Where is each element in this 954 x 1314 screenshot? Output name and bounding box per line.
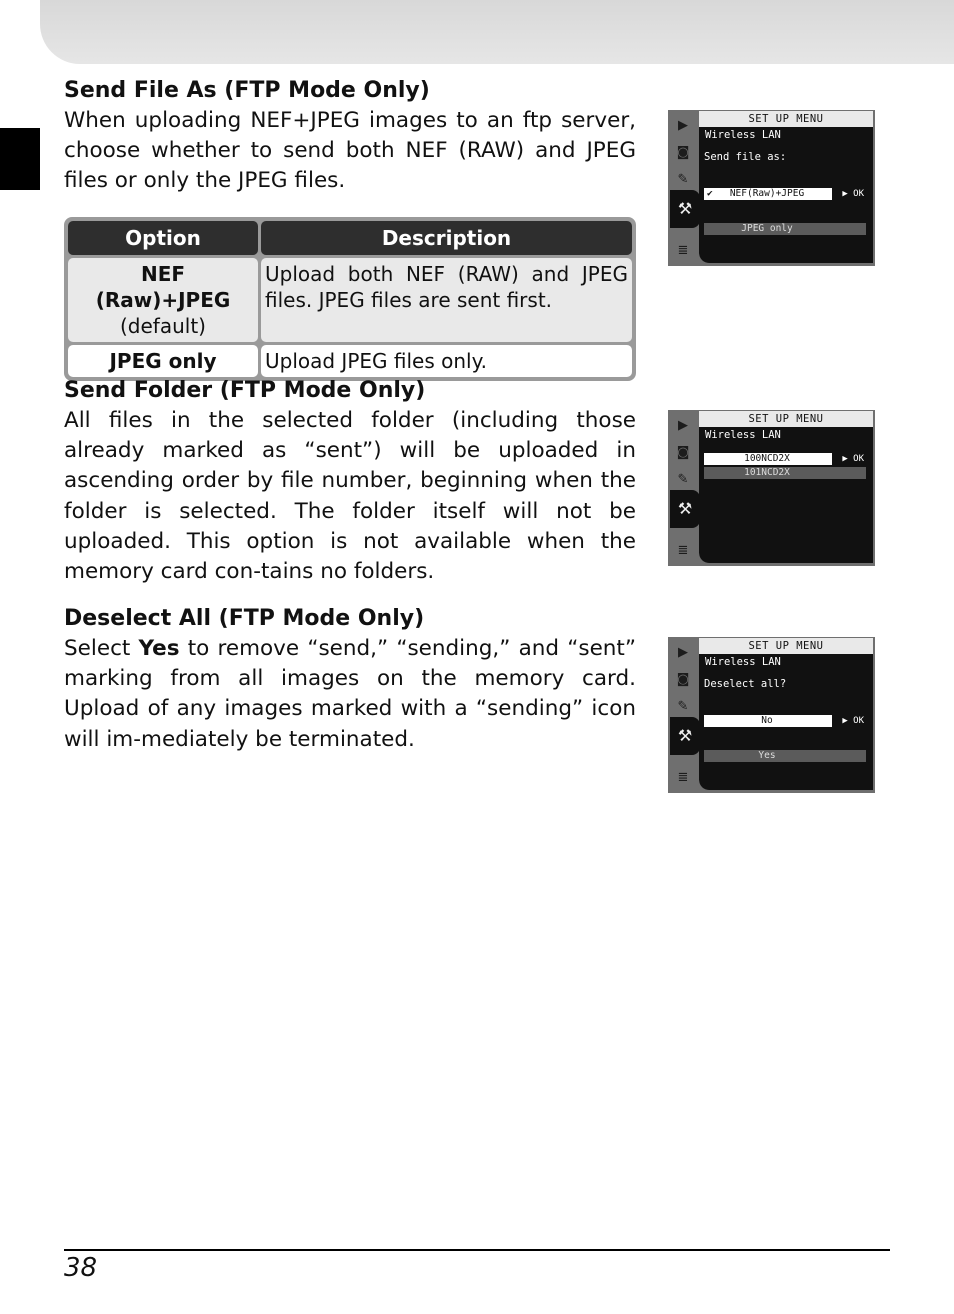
menu-subtitle: Wireless LAN <box>699 127 873 143</box>
menu-body <box>699 670 873 790</box>
table-header-row <box>68 221 632 255</box>
menu-item-selected <box>704 715 866 727</box>
section-send-file-as <box>64 78 636 197</box>
body-bold-option: Yes <box>138 636 180 661</box>
menu-item-label: No <box>761 715 773 726</box>
option-name: NEF (Raw)+JPEG <box>95 262 231 312</box>
option-cell <box>68 258 258 342</box>
camera-menu-screenshot-send-folder <box>668 410 875 566</box>
menu-title: SET UP MENU <box>699 638 873 654</box>
option-name: JPEG only <box>109 349 217 373</box>
description-cell: Upload both NEF (RAW) and JPEG files. JPEG files are sent first. <box>261 258 632 342</box>
footer-rule <box>64 1249 890 1251</box>
section-deselect-all <box>64 606 636 755</box>
menu-item <box>704 750 866 762</box>
option-note: (default) <box>120 314 206 338</box>
option-cell <box>68 345 258 377</box>
section-send-folder <box>64 378 636 587</box>
camera-menu-screenshot-deselect-all <box>668 637 875 793</box>
menu-icon: ≣ <box>677 543 689 558</box>
playback-icon: ▶ <box>678 418 688 433</box>
section-heading: Deselect All (FTP Mode Only) <box>64 606 425 631</box>
camera-menu-screenshot-send-file-as <box>668 110 875 266</box>
menu-item-label: NEF(Raw)+JPEG <box>729 188 805 199</box>
menu-item <box>704 467 866 479</box>
wrench-icon: ⚒ <box>670 190 700 228</box>
menu-body <box>699 143 873 263</box>
ok-indicator: ▶ OK <box>832 453 866 465</box>
menu-subtitle: Wireless LAN <box>699 427 873 443</box>
ok-indicator: ▶ OK <box>832 188 866 200</box>
table-row <box>68 345 632 377</box>
column-header-option: Option <box>68 221 258 255</box>
menu-item-label: 100NCD2X <box>744 453 790 464</box>
body-text: Select <box>64 636 139 661</box>
menu-item-selected <box>704 188 866 200</box>
body-text: to remove “send,” “sending,” and “sent” marking from all images on the memory card. Upload of any images marked with a “sending” icon will im-mediately be terminated. <box>64 636 636 752</box>
section-heading: Send File As (FTP Mode Only) <box>64 78 430 103</box>
menu-sidebar <box>668 410 698 566</box>
menu-title: SET UP MENU <box>699 411 873 427</box>
menu-item <box>704 223 866 235</box>
menu-title: SET UP MENU <box>699 111 873 127</box>
table-row <box>68 258 632 342</box>
camera-icon: ◙ <box>676 145 690 160</box>
description-cell: Upload JPEG files only. <box>261 345 632 377</box>
menu-icon: ≣ <box>677 243 689 258</box>
ok-indicator: ▶ OK <box>832 715 866 727</box>
pencil-icon: ✎ <box>677 472 689 487</box>
pencil-icon: ✎ <box>677 699 689 714</box>
menu-subtitle: Wireless LAN <box>699 654 873 670</box>
lcd-screen <box>699 638 873 790</box>
menu-item-selected <box>704 453 866 465</box>
options-table <box>64 217 636 381</box>
section-body: When uploading NEF+JPEG images to an ftp server, choose whether to send both NEF (RAW) and JPEG files or only the JPEG files. <box>64 108 636 194</box>
menu-item-label: JPEG only <box>741 223 793 234</box>
lcd-screen <box>699 411 873 563</box>
lcd-screen <box>699 111 873 263</box>
chapter-tab-marker <box>0 128 40 190</box>
wrench-icon: ⚒ <box>670 717 700 755</box>
menu-prompt: Send file as: <box>704 151 787 163</box>
camera-icon: ◙ <box>676 445 690 460</box>
pencil-icon: ✎ <box>677 172 689 187</box>
header-band <box>40 0 954 64</box>
section-body <box>64 634 636 755</box>
menu-body <box>699 443 873 563</box>
menu-prompt: Deselect all? <box>704 678 787 690</box>
menu-item-label: 101NCD2X <box>744 467 790 478</box>
playback-icon: ▶ <box>678 118 688 133</box>
page-number: 38 <box>64 1253 98 1283</box>
menu-sidebar <box>668 637 698 793</box>
section-body: All files in the selected folder (including those already marked as “sent”) will be uploaded in ascending order by file number, beginning when the folder is selected. The folder itself will not be uploaded. This option is not available when the memory card con-tains no folders. <box>64 408 636 585</box>
wrench-icon: ⚒ <box>670 490 700 528</box>
menu-item-label: Yes <box>758 750 776 761</box>
menu-icon: ≣ <box>677 770 689 785</box>
section-heading: Send Folder (FTP Mode Only) <box>64 378 426 403</box>
checkmark-icon: ✔ <box>707 188 713 199</box>
playback-icon: ▶ <box>678 645 688 660</box>
menu-sidebar <box>668 110 698 266</box>
column-header-description: Description <box>261 221 632 255</box>
camera-icon: ◙ <box>676 672 690 687</box>
